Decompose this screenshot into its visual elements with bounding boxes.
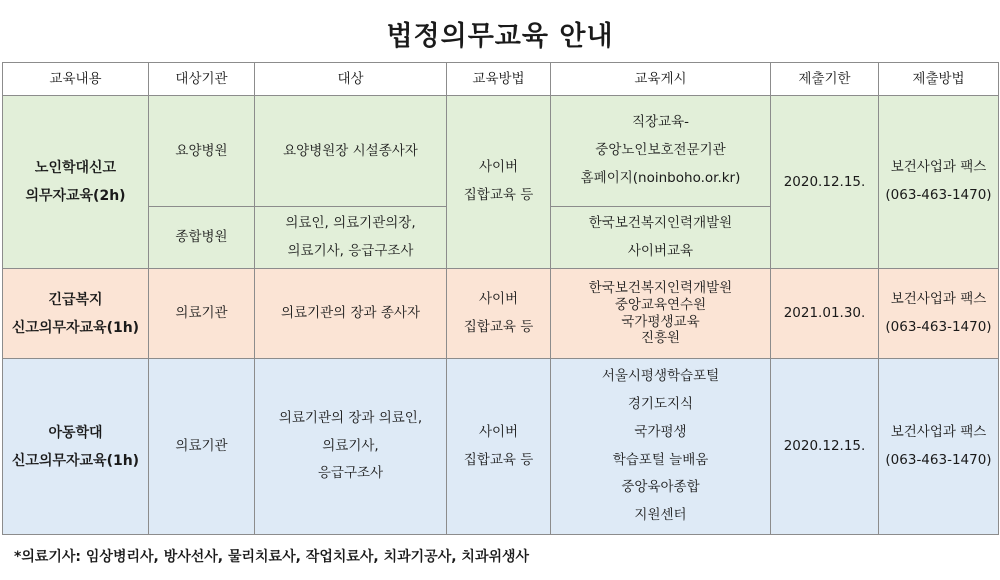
table-row — [3, 359, 999, 535]
emergency-submit-line: (063-463-1470) — [885, 318, 992, 335]
child-posting — [551, 359, 771, 535]
elder-content-line: 의무자교육(2h) — [25, 188, 126, 204]
elder-method-cell — [447, 96, 551, 269]
elder-submit-cell — [879, 96, 999, 269]
elder-target-2-line: 의료기사, 응급구조사 — [287, 242, 414, 259]
elder-deadline-cell: 2020.12.15. — [771, 96, 879, 269]
emergency-submit — [879, 269, 999, 359]
header-method: 교육방법 — [447, 63, 551, 96]
child-submit — [879, 359, 999, 535]
education-table — [2, 62, 999, 535]
elder-posting-1-line: 홈페이지(noinboho.or.kr) — [580, 169, 741, 186]
child-posting-line: 국가평생 — [634, 423, 687, 440]
child-submit-line: 보건사업과 팩스 — [890, 423, 987, 440]
elder-institution-2: 종합병원 — [149, 207, 255, 269]
elder-method-line: 집합교육 등 — [463, 187, 534, 203]
table-row — [3, 96, 999, 207]
header-submit: 제출방법 — [879, 63, 999, 96]
elder-posting-2 — [551, 207, 771, 269]
header-institution: 대상기관 — [149, 63, 255, 96]
child-target — [255, 359, 447, 535]
emergency-institution: 의료기관 — [149, 269, 255, 359]
header-content: 교육내용 — [3, 63, 149, 96]
elder-submit-line: (063-463-1470) — [885, 187, 992, 203]
child-content-line: 신고의무자교육(1h) — [11, 452, 140, 469]
child-target-line: 의료기관의 장과 의료인, — [278, 409, 423, 426]
child-deadline: 2020.12.15. — [771, 359, 879, 535]
emergency-method-line: 사이버 — [478, 290, 519, 307]
elder-posting-1 — [551, 96, 771, 207]
child-method-line: 집합교육 등 — [463, 451, 534, 468]
child-target-line: 응급구조사 — [317, 465, 384, 482]
emergency-submit-line: 보건사업과 팩스 — [890, 290, 987, 307]
elder-target-1-line: 요양병원장 시설종사자 — [283, 142, 418, 159]
child-posting-line: 학습포털 늘배움 — [612, 451, 709, 468]
emergency-posting-line: 한국보건복지인력개발원 — [588, 279, 733, 296]
elder-submit-line: 보건사업과 팩스 — [890, 159, 987, 176]
elder-posting-2-line: 한국보건복지인력개발원 — [588, 214, 733, 231]
elder-target-2-line: 의료인, 의료기관의장, — [285, 214, 416, 231]
child-posting-line: 경기도지식 — [627, 396, 694, 413]
emergency-target — [255, 269, 447, 359]
child-institution: 의료기관 — [149, 359, 255, 535]
elder-posting-1-line: 직장교육- — [631, 114, 690, 131]
child-target-line: 의료기사, — [322, 437, 379, 454]
elder-posting-1-line: 중앙노인보호전문기관 — [595, 142, 726, 159]
emergency-content-cell — [3, 269, 149, 359]
elder-target-2 — [255, 207, 447, 269]
elder-posting-2-line: 사이버교육 — [627, 242, 694, 259]
emergency-method-line: 집합교육 등 — [463, 318, 534, 335]
elder-method-line: 사이버 — [478, 159, 519, 176]
child-posting-line: 서울시평생학습포털 — [601, 368, 720, 385]
emergency-method — [447, 269, 551, 359]
page-title: 법정의무교육 안내 — [386, 21, 614, 52]
elder-institution-1: 요양병원 — [149, 96, 255, 207]
footnote: *의료기사: 임상병리사, 방사선사, 물리치료사, 작업치료사, 치과기공사, 치과위생사 — [14, 549, 530, 565]
emergency-posting-line: 진흥원 — [640, 330, 681, 347]
child-content-line: 아동학대 — [48, 424, 103, 441]
emergency-content-line: 신고의무자교육(1h) — [11, 319, 140, 336]
elder-content-line: 노인학대신고 — [34, 160, 117, 176]
child-method — [447, 359, 551, 535]
emergency-posting-line: 중앙교육연수원 — [614, 296, 707, 313]
child-submit-line: (063-463-1470) — [885, 451, 992, 468]
child-content-cell — [3, 359, 149, 535]
elder-content-cell — [3, 96, 149, 269]
header-target: 대상 — [255, 63, 447, 96]
table-row — [3, 269, 999, 359]
child-method-line: 사이버 — [478, 423, 519, 440]
child-posting-line: 지원센터 — [634, 506, 687, 523]
emergency-posting-line: 국가평생교육 — [621, 313, 700, 330]
emergency-deadline: 2021.01.30. — [771, 269, 879, 359]
emergency-posting — [551, 269, 771, 359]
header-deadline: 제출기한 — [771, 63, 879, 96]
child-posting-line: 중앙육아종합 — [621, 479, 700, 496]
header-posting: 교육게시 — [551, 63, 771, 96]
emergency-content-line: 긴급복지 — [48, 291, 103, 308]
table-header-row — [3, 63, 999, 96]
elder-target-1 — [255, 96, 447, 207]
emergency-target-line: 의료기관의 장과 종사자 — [281, 305, 420, 322]
